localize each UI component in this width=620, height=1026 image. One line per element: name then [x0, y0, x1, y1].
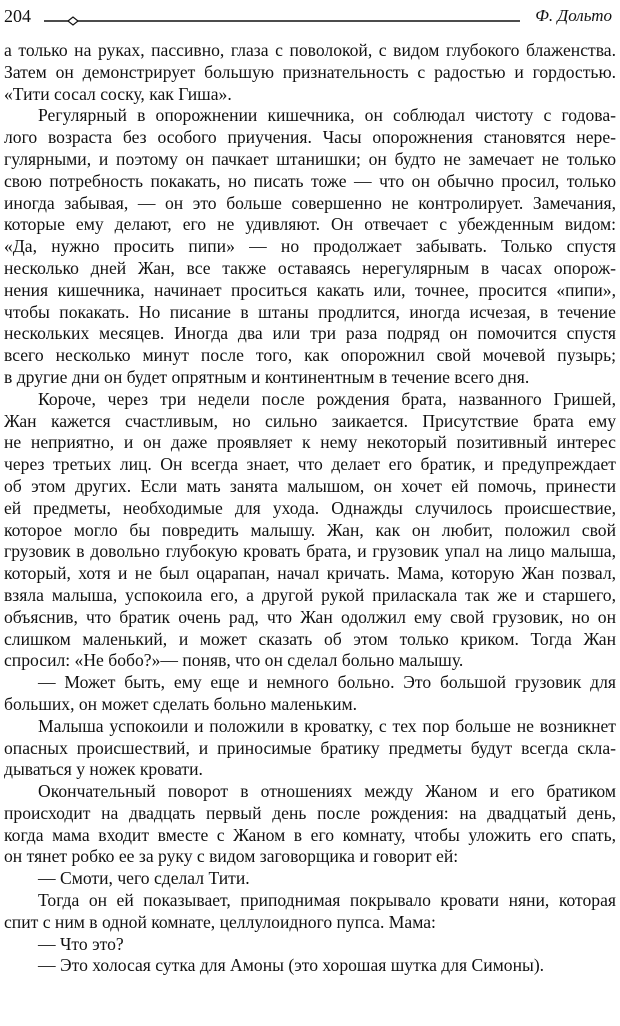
paragraph — [4, 868, 616, 890]
text-line: в другие дни он будет опрятным и континентным в течение всего дня. — [4, 366, 530, 387]
text-body — [4, 40, 616, 977]
paragraph — [4, 890, 616, 934]
text-line: через третьих лиц. Он всегда знает, что делает его братик, и предупреждает — [4, 454, 616, 475]
text-line: — Смоти, чего сделал Тити. — [38, 868, 250, 889]
text-line: Регулярный в опорожнении кишечника, он соблюдал чистоту с годова- — [38, 105, 616, 126]
text-line: когда мама входит вместе с Жаном в его комнату, чтобы уложить его спать, — [4, 824, 616, 845]
text-line: объяснив, что братик очень рад, что Жан одолжил ему свой грузовик, но он — [4, 606, 616, 627]
text-line: «Да, нужно просить пипи» — но продолжает забывать. Только спустя — [4, 236, 616, 257]
page-number: 204 — [4, 6, 31, 26]
text-line: нения кишечника, начинает проситься какать или, точнее, просится «пипи», — [4, 279, 616, 300]
text-line: спит с ним в одной комнате, целлулоидного пупса. Мама: — [4, 911, 436, 932]
text-line: а только на руках, пассивно, глаза с поволокой, с видом глубокого блаженства. — [4, 40, 616, 60]
running-author: Ф. Дольто — [535, 6, 612, 25]
text-line: об этом других. Если мать занята малышом, он хочет ей помочь, принести — [4, 475, 616, 496]
paragraph — [4, 672, 616, 716]
text-line: он тянет робко ее за руку с видом заговорщика и говорит ей: — [4, 846, 459, 867]
text-line: Тогда он ей показывает, приподнимая покрывало кровати няни, которая — [38, 890, 616, 911]
text-line: — Это холосая сутка для Амоны (это хорошая шутка для Симоны). — [38, 955, 545, 976]
text-line: Жан кажется счастливым, но сильно заикается. Присутствие брата ему — [4, 410, 616, 431]
paragraph — [4, 955, 616, 977]
paragraph — [4, 389, 616, 672]
text-line: грузовик в довольно глубокую кровать брата, и грузовик упал на лицо малыша, — [4, 541, 616, 562]
text-line: спросил: «Не бобо?»— поняв, что он сделал больно малышу. — [4, 650, 464, 671]
text-line: Окончательный поворот в отношениях между Жаном и его братиком — [38, 781, 616, 802]
text-line: происходит на двадцать первый день после рождения: на двадцатый день, — [4, 802, 616, 823]
text-line: — Что это? — [38, 933, 124, 954]
text-line: Малыша успокоили и положили в кроватку, с тех пор больше не возникнет — [38, 715, 616, 736]
text-line: «Тити сосал соску, как Гиша». — [4, 83, 232, 104]
paragraph — [4, 716, 616, 781]
text-line: Короче, через три недели после рождения брата, названного Гришей, — [38, 388, 616, 409]
text-line: чтобы покакать. Но писание в штаны продлится, иногда исчезая, в течение — [4, 301, 616, 322]
text-line: дываться у ножек кровати. — [4, 759, 203, 780]
text-line: не неприятно, и он даже проявляет к нему некоторый позитивный интерес — [4, 432, 616, 453]
text-line: всего несколько минут после того, как опорожнил свой мочевой пузырь; — [4, 345, 616, 366]
paragraph — [4, 40, 616, 105]
header-rule — [44, 20, 520, 22]
text-line: лого возраста без особого приучения. Часы опорожнения становятся нере- — [4, 127, 616, 148]
text-line: опасных происшествий, и приносимые братику предметы будут всегда скла- — [4, 737, 616, 758]
text-line: Затем он демонстрирует большую признательность с радостью и гордостью. — [4, 61, 616, 82]
text-line: взяла малыша, успокоила его, а другой рукой приласкала так же и старшего, — [4, 584, 616, 605]
text-line: которое могло бы повредить малышу. Жан, как он любит, положил свой — [4, 519, 616, 540]
paragraph — [4, 934, 616, 956]
text-line: который, хотя и не был оцарапан, начал кричать. Мама, которую Жан позвал, — [4, 563, 616, 584]
text-line: которые ему делают, его не удивляют. Он отвечает с убежденным видом: — [4, 214, 616, 235]
running-header — [4, 4, 614, 32]
paragraph — [4, 781, 616, 868]
text-line: слишком маленький, и может сказать об этом только криком. Тогда Жан — [4, 628, 616, 649]
text-line: несколько дней Жан, все также оставаясь нерегулярным в часах опорож- — [4, 257, 616, 278]
text-line: нескольких месяцев. Иногда два или три раза подряд он помочится спустя — [4, 323, 616, 344]
text-line: свою потребность покакать, но писать тоже — что он обычно просил, только — [4, 170, 616, 191]
paragraph — [4, 105, 616, 388]
text-line: больших, он может сделать больно маленьким. — [4, 693, 358, 714]
text-line: — Может быть, ему еще и немного больно. Это большой грузовик для — [38, 672, 616, 693]
text-line: ей предметы, необходимые для ухода. Однажды случилось происшествие, — [4, 497, 616, 518]
text-line: гулярными, и поэтому он пачкает штанишки; он будто не замечает не только — [4, 148, 616, 169]
text-line: иногда забывая, — он это больше совершенно не контролирует. Замечания, — [4, 192, 616, 213]
